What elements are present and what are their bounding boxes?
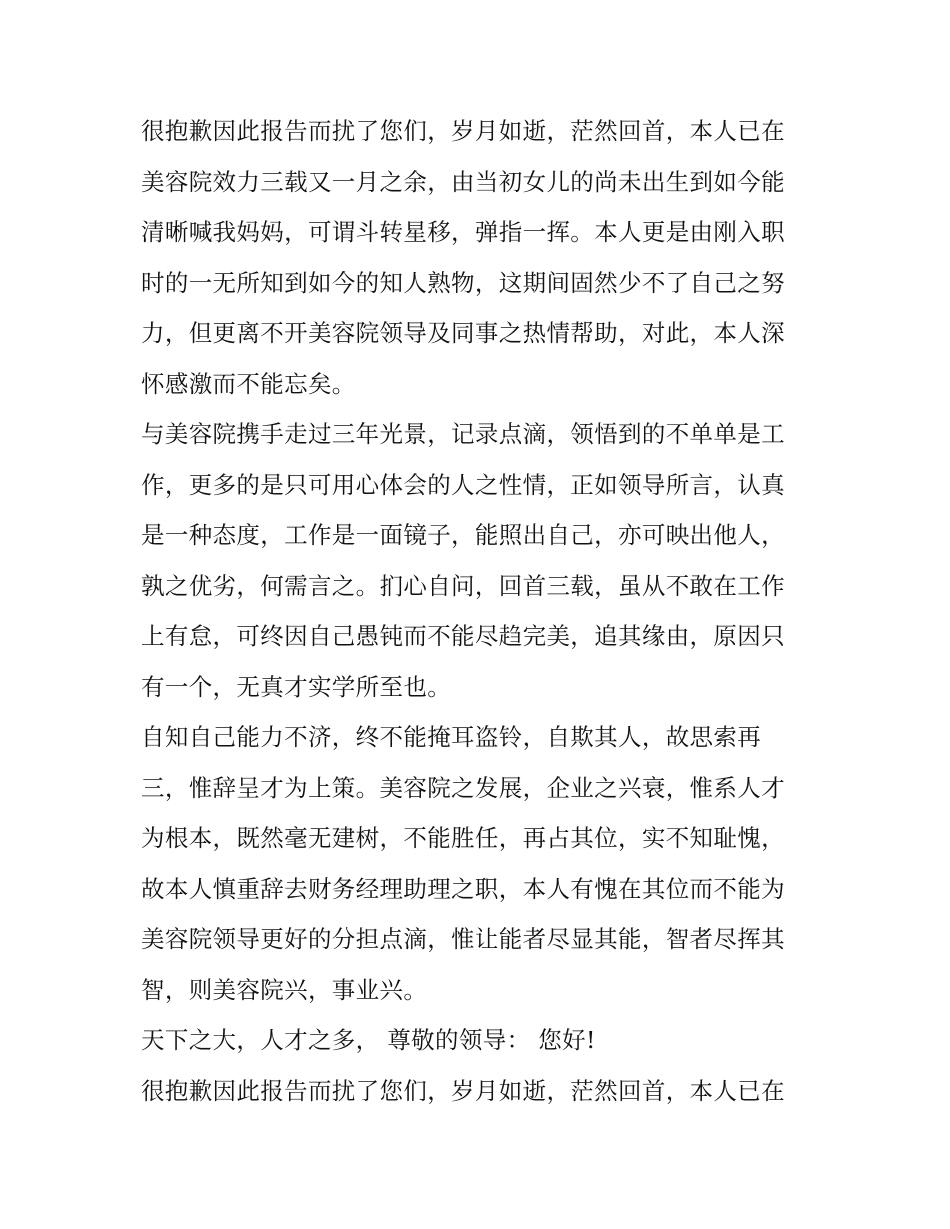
text-line: 为根本，既然毫无建树，不能胜任，再占其位，实不知耻愧， bbox=[141, 824, 785, 852]
text-line: 有一个，无真才实学所至也。 bbox=[141, 672, 452, 701]
text-line: 上有怠，可终因自己愚钝而不能尽趋完美，追其缘由，原因只 bbox=[141, 622, 785, 650]
text-line: 很抱歉因此报告而扰了您们，岁月如逝，茫然回首，本人已在 bbox=[141, 1076, 785, 1105]
body-text bbox=[141, 106, 831, 1116]
text-line: 天下之大，人才之多， 尊敬的领导： 您好! bbox=[141, 1026, 596, 1054]
text-line: 故本人慎重辞去财务经理助理之职，本人有愧在其位而不能为 bbox=[141, 874, 785, 903]
text-line: 三，惟辞呈才为上策。美容院之发展，企业之兴衰，惟系人才 bbox=[141, 773, 785, 802]
text-line: 美容院效力三载又一月之余，由当初女儿的尚未出生到如今能 bbox=[141, 167, 785, 196]
text-line: 孰之优劣，何需言之。扪心自问，回首三载，虽从不敢在工作 bbox=[141, 571, 785, 600]
text-line: 与美容院携手走过三年光景，记录点滴，领悟到的不单单是工 bbox=[141, 420, 785, 448]
text-line: 智，则美容院兴，事业兴。 bbox=[141, 975, 428, 1004]
text-line: 是一种态度，工作是一面镜子，能照出自己，亦可映出他人， bbox=[141, 521, 785, 549]
text-line: 美容院领导更好的分担点滴，惟让能者尽显其能，智者尽挥其 bbox=[141, 925, 785, 953]
text-line: 力，但更离不开美容院领导及同事之热情帮助，对此，本人深 bbox=[141, 319, 785, 347]
text-line: 清晰喊我妈妈，可谓斗转星移，弹指一挥。本人更是由刚入职 bbox=[141, 218, 785, 246]
text-line: 时的一无所知到如今的知人熟物，这期间固然少不了自己之努 bbox=[141, 268, 785, 297]
text-line: 很抱歉因此报告而扰了您们，岁月如逝，茫然回首，本人已在 bbox=[141, 117, 785, 145]
text-line: 怀感激而不能忘矣。 bbox=[141, 369, 356, 398]
text-line: 作，更多的是只可用心体会的人之性情，正如领导所言，认真 bbox=[141, 470, 785, 499]
text-line: 自知自己能力不济，终不能掩耳盗铃，自欺其人，故思索再 bbox=[141, 723, 762, 751]
